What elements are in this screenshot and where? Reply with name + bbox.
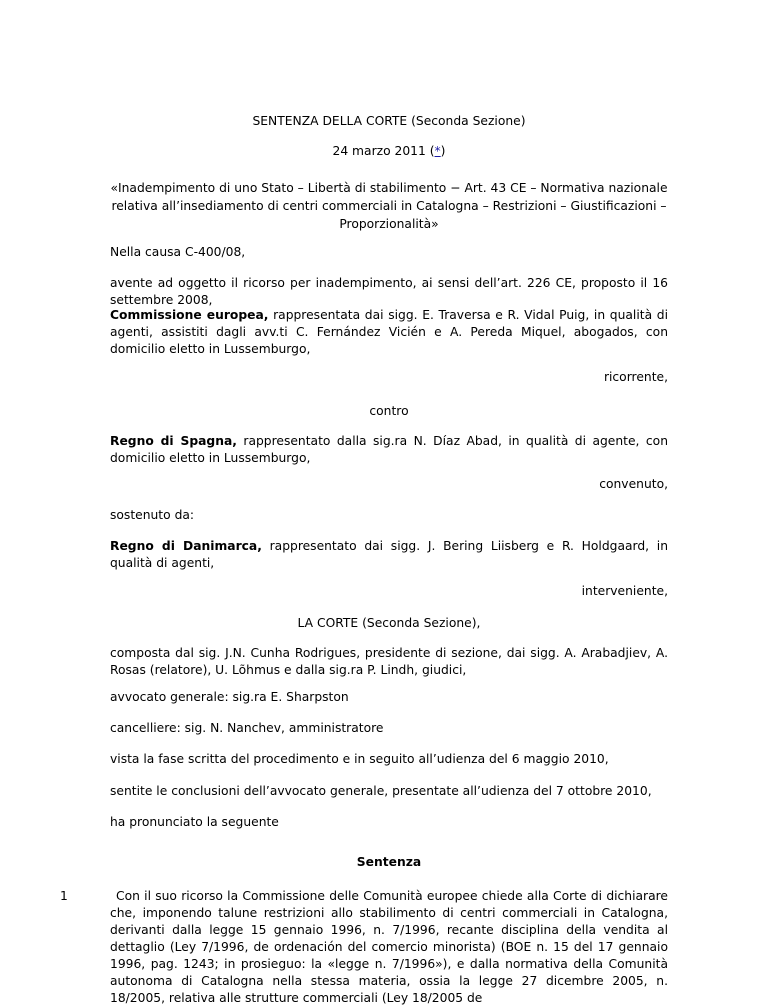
judgment-title: SENTENZA DELLA CORTE (Seconda Sezione) xyxy=(252,114,526,128)
case-number: Nella causa C-400/08, xyxy=(110,245,246,259)
applicant xyxy=(110,307,668,358)
applicant-details: rappresentata dai sigg. E. Traversa e R. Vidal Puig, in qualità di agenti, assistiti dagli avv.ti C. Fernández Vicién e A. Pereda Miquel, abogados, con domicilio eletto in Lussemburgo, xyxy=(110,308,668,356)
supported-by: sostenuto da: xyxy=(110,508,195,522)
judgment-heading: Sentenza xyxy=(356,855,422,869)
date-text: 24 marzo 2011 ( xyxy=(332,144,435,158)
keywords: «Inadempimento di uno Stato – Libertà di stabilimento − Art. 43 CE – Normativa nazionale relativa all’insediamento di centri commerciali in Catalogna – Restrizioni – Giustificazioni – Proporzionalità» xyxy=(110,181,668,231)
written-phase: vista la fase scritta del procedimento e in seguito all’udienza del 6 maggio 2010, xyxy=(110,752,609,766)
judgment-date xyxy=(110,142,668,160)
intervener xyxy=(110,538,668,572)
opinion: sentite le conclusioni dell’avvocato generale, presentate all’udienza del 7 ottobre 2010, xyxy=(110,784,652,798)
defendant xyxy=(110,433,668,467)
against-label: contro xyxy=(369,404,409,418)
intervener-name: Regno di Danimarca, xyxy=(110,539,262,553)
pronounced: ha pronunciato la seguente xyxy=(110,815,279,829)
court-heading: LA CORTE (Seconda Sezione), xyxy=(297,616,481,630)
paragraph-number: 1 xyxy=(60,889,68,903)
date-close: ) xyxy=(440,144,446,158)
applicant-role: ricorrente, xyxy=(603,370,668,384)
defendant-name: Regno di Spagna, xyxy=(110,434,237,448)
case-subject: avente ad oggetto il ricorso per inadempimento, ai sensi dell’art. 226 CE, proposto il 16 settembre 2008, xyxy=(110,276,668,307)
applicant-name: Commissione europea, xyxy=(110,308,269,322)
intervener-role: interveniente, xyxy=(581,584,668,598)
court-composition: composta dal sig. J.N. Cunha Rodrigues, presidente di sezione, dai sigg. A. Arabadjiev, A. Rosas (relatore), U. Lõhmus e dalla sig.ra P. Lindh, giudici, xyxy=(110,646,668,677)
footnote-link[interactable]: * xyxy=(434,144,441,158)
defendant-details: rappresentato dalla sig.ra N. Díaz Abad, in qualità di agente, con domicilio eletto in Lussemburgo, xyxy=(110,434,668,465)
intervener-details: rappresentato dai sigg. J. Bering Liisberg e R. Holdgaard, in qualità di agenti, xyxy=(110,539,668,570)
paragraph-1: Con il suo ricorso la Commissione delle Comunità europee chiede alla Corte di dichiarare che, imponendo talune restrizioni allo stabilimento di centri commerciali in Catalogna, derivanti dalla legge 15 gennaio 1996, n. 7/1996, recante disciplina della vendita al dettaglio (Ley 7/1996, de ordenación del comercio minorista) (BOE n. 15 del 17 gennaio 1996, pag. 1243; in prosieguo: la «legge n. 7/1996»), e dalla normativa della Comunità autonoma di Catalogna nella stessa materia, ossia la legge 27 dicembre 2005, n. 18/2005, relativa alle strutture commerciali (Ley 18/2005 de xyxy=(110,889,668,1005)
advocate-general: avvocato generale: sig.ra E. Sharpston xyxy=(110,690,349,704)
defendant-role: convenuto, xyxy=(599,477,668,491)
registrar: cancelliere: sig. N. Nanchev, amministratore xyxy=(110,721,384,735)
